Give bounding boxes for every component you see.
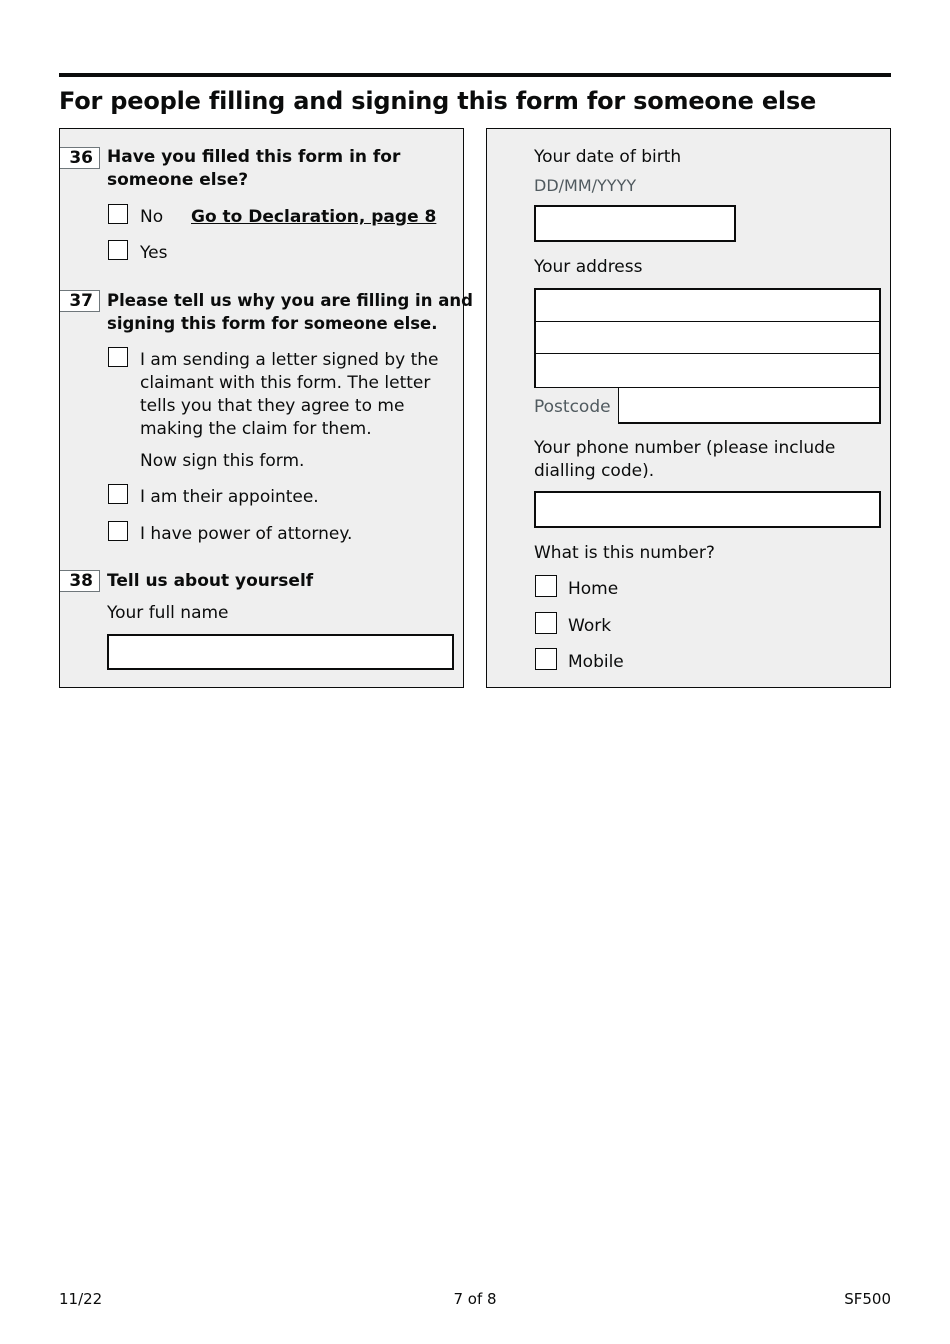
letter-option-line1: I am sending a letter signed by the — [140, 350, 439, 370]
dob-format-hint: DD/MM/YYYY — [534, 176, 637, 195]
work-label: Work — [568, 616, 612, 636]
yes-checkbox[interactable] — [108, 240, 128, 260]
question-37-text — [107, 289, 473, 335]
question-number-38: 38 — [60, 570, 100, 592]
address-line-divider-1 — [536, 321, 879, 322]
right-panel — [486, 128, 891, 688]
mobile-checkbox[interactable] — [535, 648, 557, 670]
number-type-question: What is this number? — [534, 543, 715, 563]
footer-form-code: SF500 — [844, 1290, 891, 1308]
yes-label: Yes — [140, 243, 168, 263]
letter-option-line3: tells you that they agree to me — [140, 396, 405, 416]
attorney-label: I have power of attorney. — [140, 524, 353, 544]
dob-input[interactable] — [534, 205, 736, 242]
question-36-line2: someone else? — [107, 170, 249, 190]
question-number-37: 37 — [60, 290, 100, 312]
home-label: Home — [568, 579, 619, 599]
full-name-input[interactable] — [107, 634, 454, 670]
postcode-input[interactable] — [619, 388, 879, 422]
phone-label — [534, 437, 884, 483]
mobile-label: Mobile — [568, 652, 624, 672]
address-label: Your address — [534, 257, 643, 277]
footer-page-number: 7 of 8 — [453, 1290, 497, 1308]
full-name-label: Your full name — [107, 603, 229, 623]
question-number-36: 36 — [60, 147, 100, 169]
phone-label-line2: dialling code). — [534, 461, 655, 481]
dob-label: Your date of birth — [534, 147, 682, 167]
letter-checkbox[interactable] — [108, 347, 128, 367]
question-36-text — [107, 146, 457, 192]
address-line-divider-2 — [536, 353, 879, 354]
letter-option-line4: making the claim for them. — [140, 419, 372, 439]
address-input[interactable] — [534, 288, 881, 424]
phone-input[interactable] — [534, 491, 881, 528]
sign-note: Now sign this form. — [140, 451, 305, 471]
left-panel — [59, 128, 473, 688]
phone-label-line1: Your phone number (please include — [534, 438, 836, 458]
letter-option-text — [140, 349, 460, 441]
go-to-declaration-link[interactable]: Go to Declaration, page 8 — [191, 207, 437, 227]
letter-option-line2: claimant with this form. The letter — [140, 373, 431, 393]
work-checkbox[interactable] — [535, 612, 557, 634]
page-title: For people filling and signing this form for someone else — [59, 87, 817, 115]
postcode-label: Postcode — [534, 397, 611, 417]
no-checkbox[interactable] — [108, 204, 128, 224]
question-37-line2: signing this form for someone else. — [107, 314, 438, 333]
top-rule — [59, 73, 891, 77]
question-36-line1: Have you filled this form in for — [107, 147, 401, 167]
appointee-label: I am their appointee. — [140, 487, 319, 507]
question-37-line1: Please tell us why you are filling in and — [107, 291, 473, 310]
no-label: No — [140, 207, 164, 227]
footer-date: 11/22 — [59, 1290, 103, 1308]
home-checkbox[interactable] — [535, 575, 557, 597]
appointee-checkbox[interactable] — [108, 484, 128, 504]
attorney-checkbox[interactable] — [108, 521, 128, 541]
question-38-title: Tell us about yourself — [107, 571, 314, 591]
